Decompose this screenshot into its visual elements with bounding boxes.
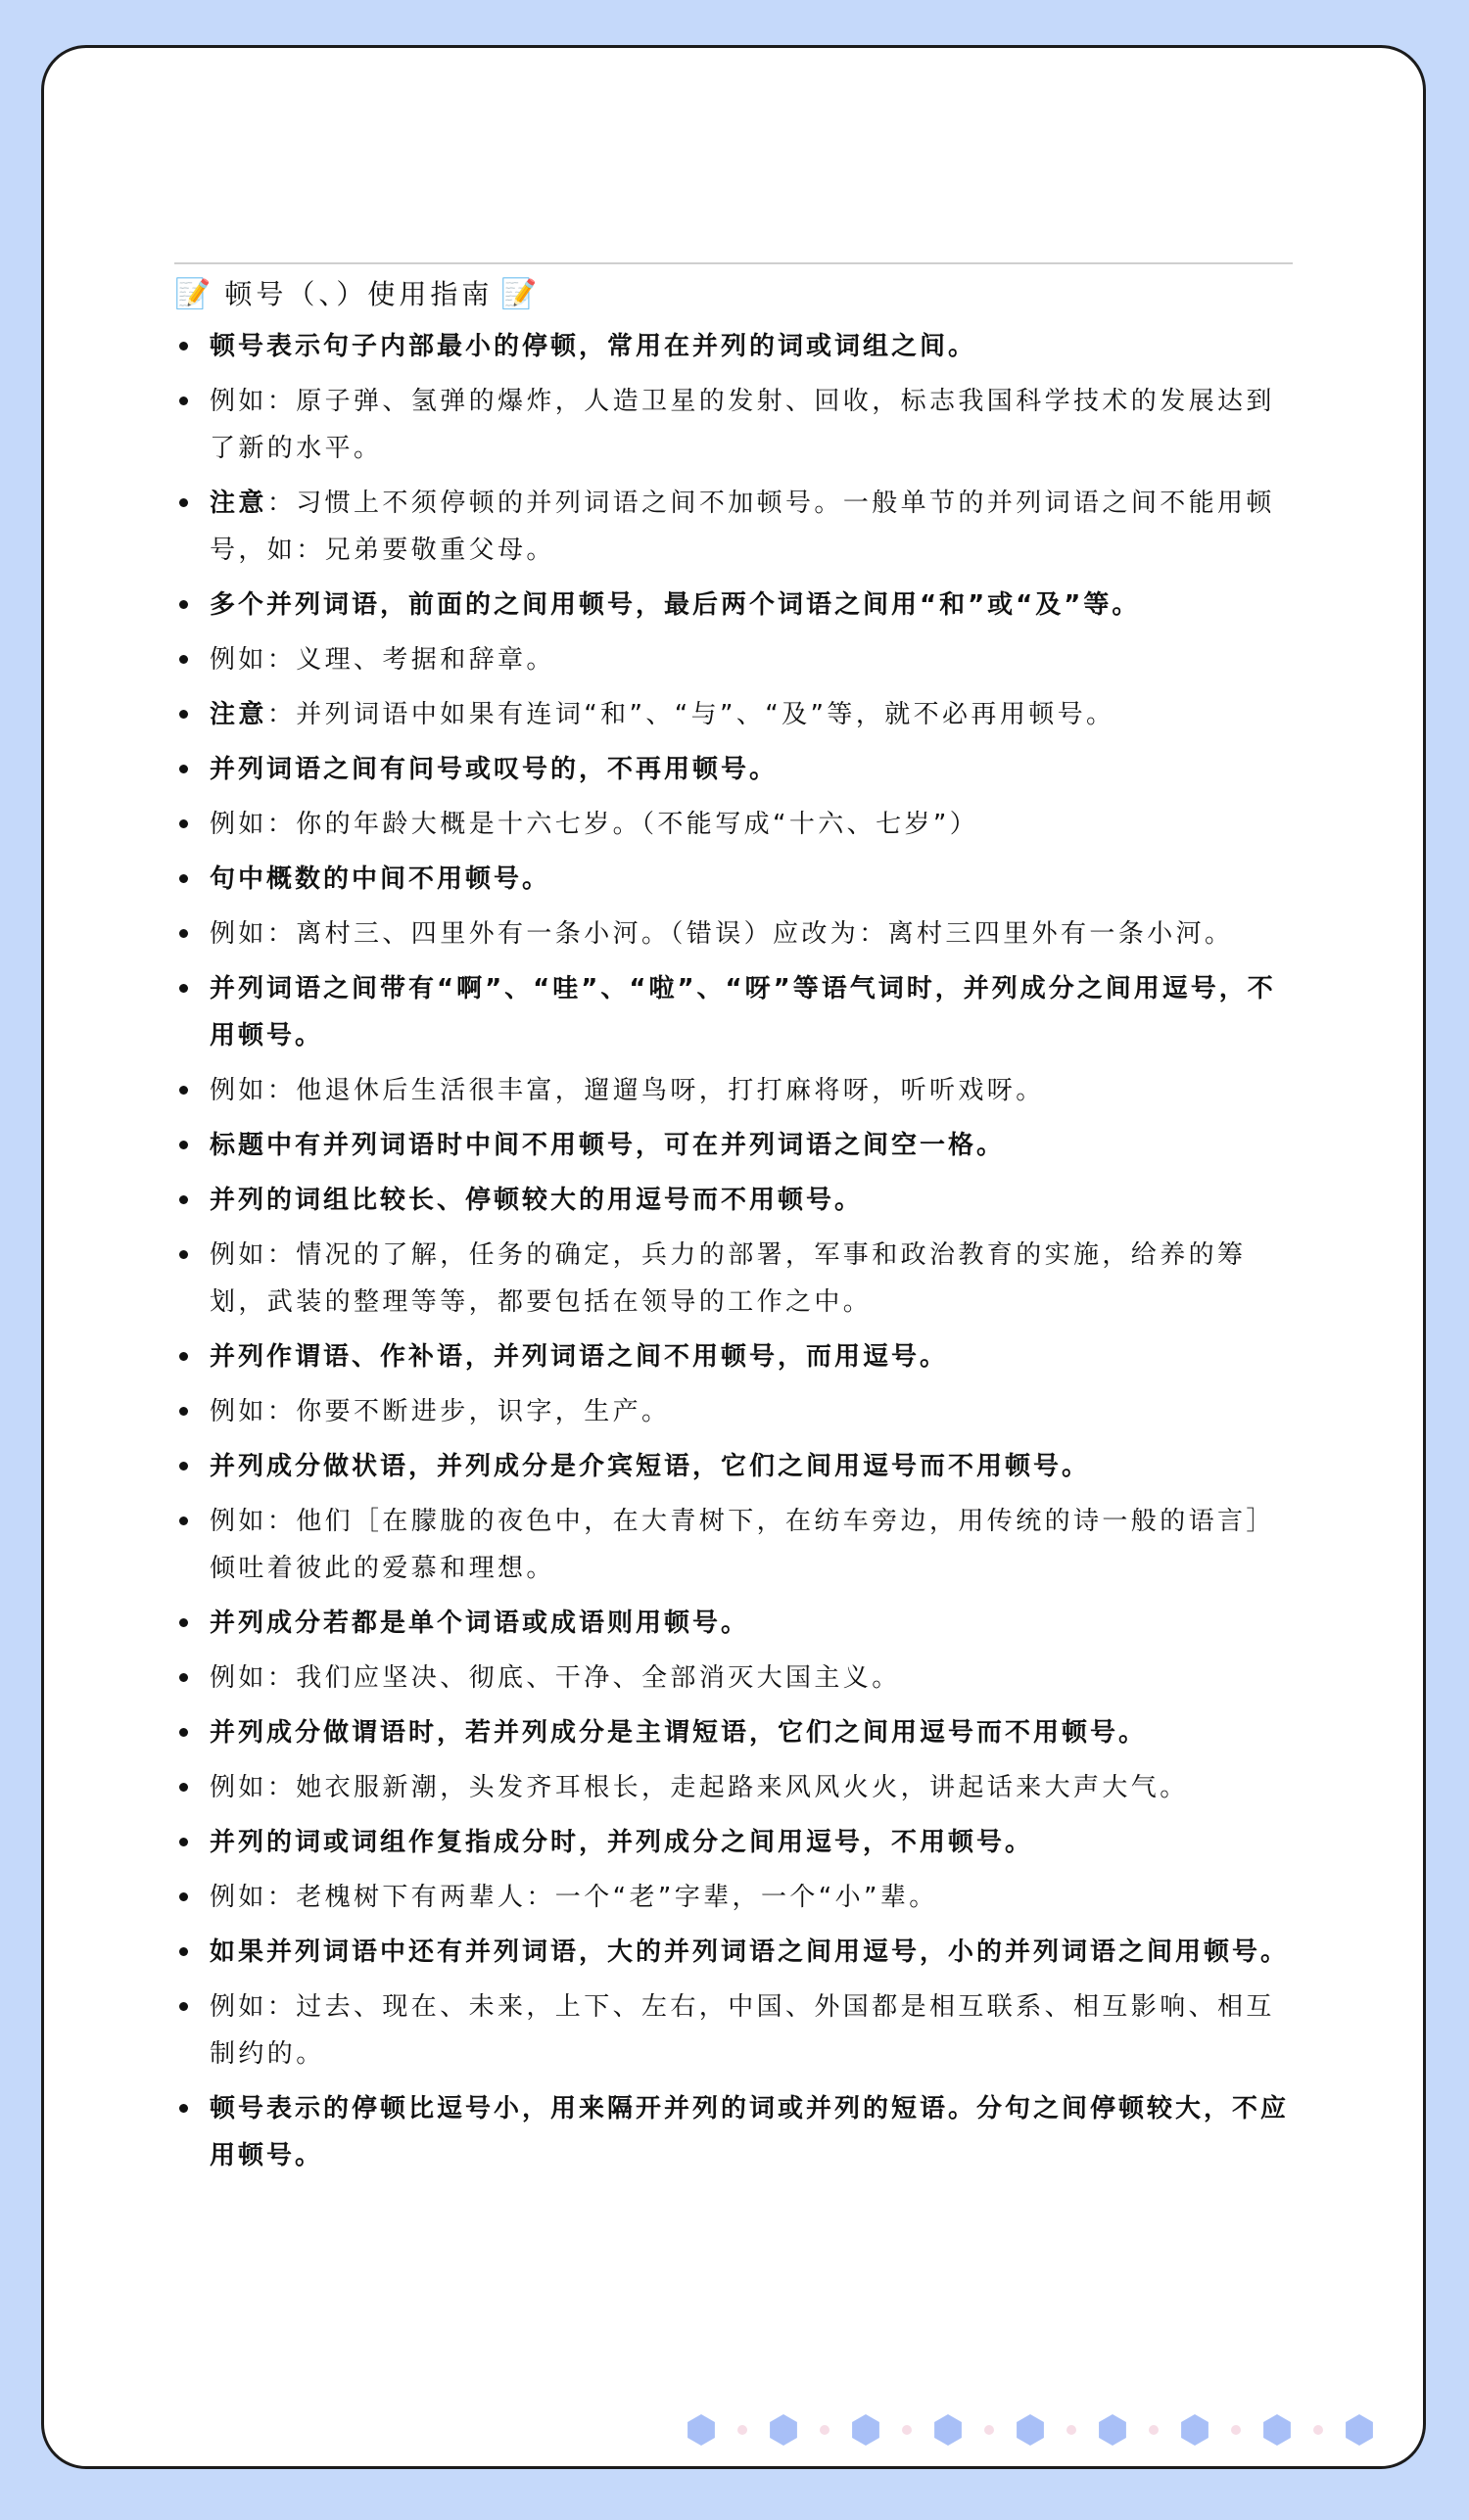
example-item [174, 1388, 1293, 1435]
dot-shape [902, 2425, 912, 2435]
item-text: 句中概数的中间不用顿号。 [210, 864, 551, 894]
guide-title-text: 顿号（、）使用指南 [224, 278, 494, 310]
example-item [174, 1067, 1293, 1114]
item-text: 例如：原子弹、氢弹的爆炸，人造卫星的发射、回收，标志我国科学技术的发展达到了新的水平。 [210, 387, 1275, 463]
example-item [174, 910, 1293, 957]
rule-item [174, 2085, 1293, 2179]
hexagon-shape [1017, 2414, 1044, 2446]
dot-shape [1231, 2425, 1241, 2435]
dot-shape [984, 2425, 994, 2435]
hexagon-shape [852, 2414, 879, 2446]
item-text: 并列的词组比较长、停顿较大的用逗号而不用顿号。 [210, 1186, 864, 1215]
rule-item [174, 1819, 1293, 1866]
example-item [174, 636, 1293, 683]
item-text: 并列词语之间有问号或叹号的，不再用顿号。 [210, 755, 779, 784]
rule-item [174, 746, 1293, 793]
example-item [174, 1232, 1293, 1326]
rule-item [174, 1122, 1293, 1169]
item-text: 并列成分做谓语时，若并列成分是主谓短语，它们之间用逗号而不用顿号。 [210, 1718, 1148, 1748]
dot-shape [1149, 2425, 1159, 2435]
hexagon-shape [770, 2414, 797, 2446]
hexagon-shape [934, 2414, 962, 2446]
hexagon-decoration [684, 2410, 1389, 2450]
example-item [174, 801, 1293, 848]
dot-shape [1313, 2425, 1323, 2435]
example-item [174, 1983, 1293, 2077]
rule-item [174, 1333, 1293, 1380]
item-text: 如果并列词语中还有并列词语，大的并列词语之间用逗号，小的并列词语之间用顿号。 [210, 1937, 1290, 1967]
note-label: 注意 [210, 489, 267, 518]
item-text: 例如：你的年龄大概是十六七岁。（不能写成“十六、七岁”） [210, 810, 979, 839]
hexagon-shape [1181, 2414, 1208, 2446]
item-text: 例如：他退休后生活很丰富，遛遛鸟呀，打打麻将呀，听听戏呀。 [210, 1076, 1045, 1105]
item-text: 顿号表示句子内部最小的停顿，常用在并列的词或词组之间。 [210, 332, 977, 361]
memo-icon: 📝 [174, 277, 212, 311]
example-item [174, 1498, 1293, 1592]
guide-title [174, 274, 1293, 315]
item-text: 例如：他们［在朦胧的夜色中，在大青树下，在纺车旁边，用传统的诗一般的语言］倾吐着彼此的爱慕和理想。 [210, 1507, 1275, 1583]
rule-list [174, 323, 1293, 2179]
item-text: 并列词语之间带有“啊”、“哇”、“啦”、“呀”等语气词时，并列成分之间用逗号，不用顿号。 [210, 974, 1276, 1050]
rule-item [174, 856, 1293, 903]
example-item [174, 378, 1293, 472]
example-item [174, 1655, 1293, 1702]
hexagon-shape [1263, 2414, 1291, 2446]
rule-item [174, 1600, 1293, 1647]
item-text: 多个并列词语，前面的之间用顿号，最后两个词语之间用“和”或“及”等。 [210, 590, 1141, 620]
rule-item [174, 1443, 1293, 1490]
item-text: ：并列词语中如果有连词“和”、“与”、“及”等，就不必再用顿号。 [266, 700, 1115, 729]
item-text: 例如：情况的了解，任务的确定，兵力的部署，军事和政治教育的实施，给养的筹划，武装的整理等等，都要包括在领导的工作之中。 [210, 1240, 1247, 1317]
guide-content [174, 262, 1293, 2187]
item-text: 例如：过去、现在、未来，上下、左右，中国、外国都是相互联系、相互影响、相互制约的。 [210, 1992, 1275, 2069]
rule-item [174, 965, 1293, 1059]
hexagon-shape [1346, 2414, 1373, 2446]
item-text: 并列成分做状语，并列成分是介宾短语，它们之间用逗号而不用顿号。 [210, 1452, 1091, 1481]
rule-item [174, 1929, 1293, 1976]
example-item [174, 1764, 1293, 1811]
item-text: 例如：离村三、四里外有一条小河。（错误）应改为：离村三四里外有一条小河。 [210, 919, 1234, 949]
item-text: 并列的词或词组作复指成分时，并列成分之间用逗号，不用顿号。 [210, 1828, 1034, 1857]
memo-icon: 📝 [500, 277, 538, 311]
hexagon-shape [1099, 2414, 1126, 2446]
item-text: 例如：你要不断进步，识字，生产。 [210, 1397, 671, 1426]
example-item [174, 1874, 1293, 1921]
rule-item [174, 323, 1293, 370]
dot-shape [737, 2425, 747, 2435]
rule-item [174, 1709, 1293, 1756]
item-text: 例如：我们应坚决、彻底、干净、全部消灭大国主义。 [210, 1663, 901, 1693]
note-label: 注意 [210, 700, 267, 729]
item-text: 例如：她衣服新潮，头发齐耳根长，走起路来风风火火，讲起话来大声大气。 [210, 1773, 1189, 1802]
item-text: 顿号表示的停顿比逗号小，用来隔开并列的词或并列的短语。分句之间停顿较大，不应用顿号。 [210, 2094, 1290, 2170]
rule-item [174, 582, 1293, 629]
item-text: 并列作谓语、作补语，并列词语之间不用顿号，而用逗号。 [210, 1342, 949, 1372]
top-divider [174, 262, 1293, 264]
item-text: 例如：老槐树下有两辈人：一个“老”字辈，一个“小”辈。 [210, 1883, 938, 1912]
item-text: 并列成分若都是单个词语或成语则用顿号。 [210, 1609, 750, 1638]
note-item [174, 480, 1293, 574]
item-text: ：习惯上不须停顿的并列词语之间不加顿号。一般单节的并列词语之间不能用顿号，如：兄弟要敬重父母。 [210, 489, 1275, 565]
dot-shape [1066, 2425, 1076, 2435]
dot-shape [820, 2425, 829, 2435]
hexagon-shape [687, 2414, 715, 2446]
item-text: 例如：义理、考据和辞章。 [210, 645, 555, 675]
item-text: 标题中有并列词语时中间不用顿号，可在并列词语之间空一格。 [210, 1131, 1006, 1160]
note-item [174, 691, 1293, 738]
rule-item [174, 1177, 1293, 1224]
